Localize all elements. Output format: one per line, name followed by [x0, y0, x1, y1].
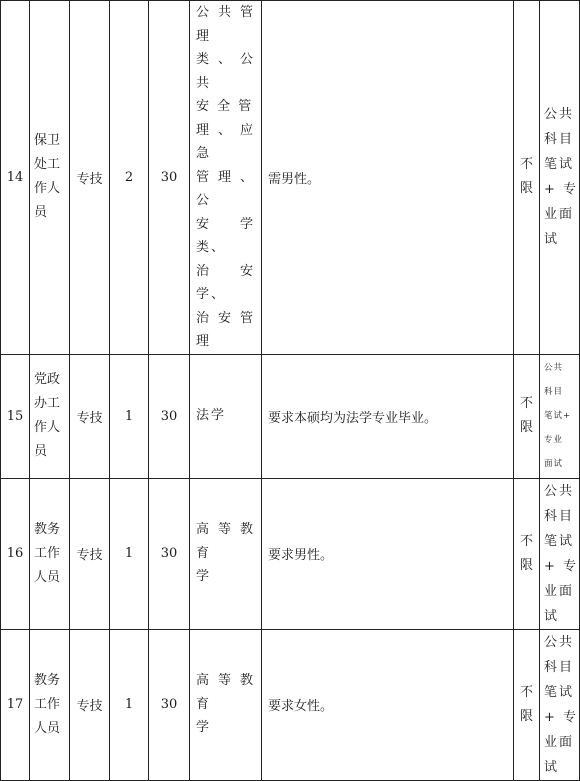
- hire-count: 1: [110, 478, 149, 629]
- major-requirement: 公共管理 类、公共 安 全 管 理、应急 管理、公 安学类、 治安学、 治安管理: [190, 1, 262, 355]
- age-limit: 30: [149, 354, 190, 478]
- position-type: 专技: [70, 478, 110, 629]
- other-requirement: 要求男性。: [262, 478, 514, 629]
- age-limit: 30: [149, 478, 190, 629]
- exam-method: 公共 科目 笔试 + 专 业面 试: [540, 478, 580, 629]
- exam-method: 公共 科目 笔试 + 专 业面 试: [540, 629, 580, 780]
- hire-count: 1: [110, 354, 149, 478]
- table-row: [1, 629, 580, 780]
- major-requirement: 高 等 教 育 学: [190, 629, 262, 780]
- position-name: 教务 工作 人员: [30, 478, 70, 629]
- other-requirement: 需男性。: [262, 1, 514, 355]
- table-row: [1, 1, 580, 355]
- other-requirement: 要求女性。: [262, 629, 514, 780]
- position-type: 专技: [70, 1, 110, 355]
- position-type: 专技: [70, 629, 110, 780]
- restriction: 不 限: [514, 1, 540, 355]
- restriction: 不 限: [514, 478, 540, 629]
- table-row: [1, 478, 580, 629]
- hire-count: 1: [110, 629, 149, 780]
- row-number: 16: [1, 478, 30, 629]
- position-type: 专技: [70, 354, 110, 478]
- major-requirement: 高 等 教 育 学: [190, 478, 262, 629]
- exam-method: 公共 科目 笔试+ 专业 面试: [540, 354, 580, 478]
- restriction: 不 限: [514, 354, 540, 478]
- exam-method: 公共 科目 笔试 + 专 业面 试: [540, 1, 580, 355]
- table-row: [1, 354, 580, 478]
- position-name: 保卫 处工 作人 员: [30, 1, 70, 355]
- age-limit: 30: [149, 629, 190, 780]
- position-name: 党政 办工 作人 员: [30, 354, 70, 478]
- row-number: 15: [1, 354, 30, 478]
- position-name: 教务 工作 人员: [30, 629, 70, 780]
- restriction: 不 限: [514, 629, 540, 780]
- major-requirement: 法学: [190, 354, 262, 478]
- row-number: 17: [1, 629, 30, 780]
- row-number: 14: [1, 1, 30, 355]
- age-limit: 30: [149, 1, 190, 355]
- other-requirement: 要求本硕均为法学专业毕业。: [262, 354, 514, 478]
- hire-count: 2: [110, 1, 149, 355]
